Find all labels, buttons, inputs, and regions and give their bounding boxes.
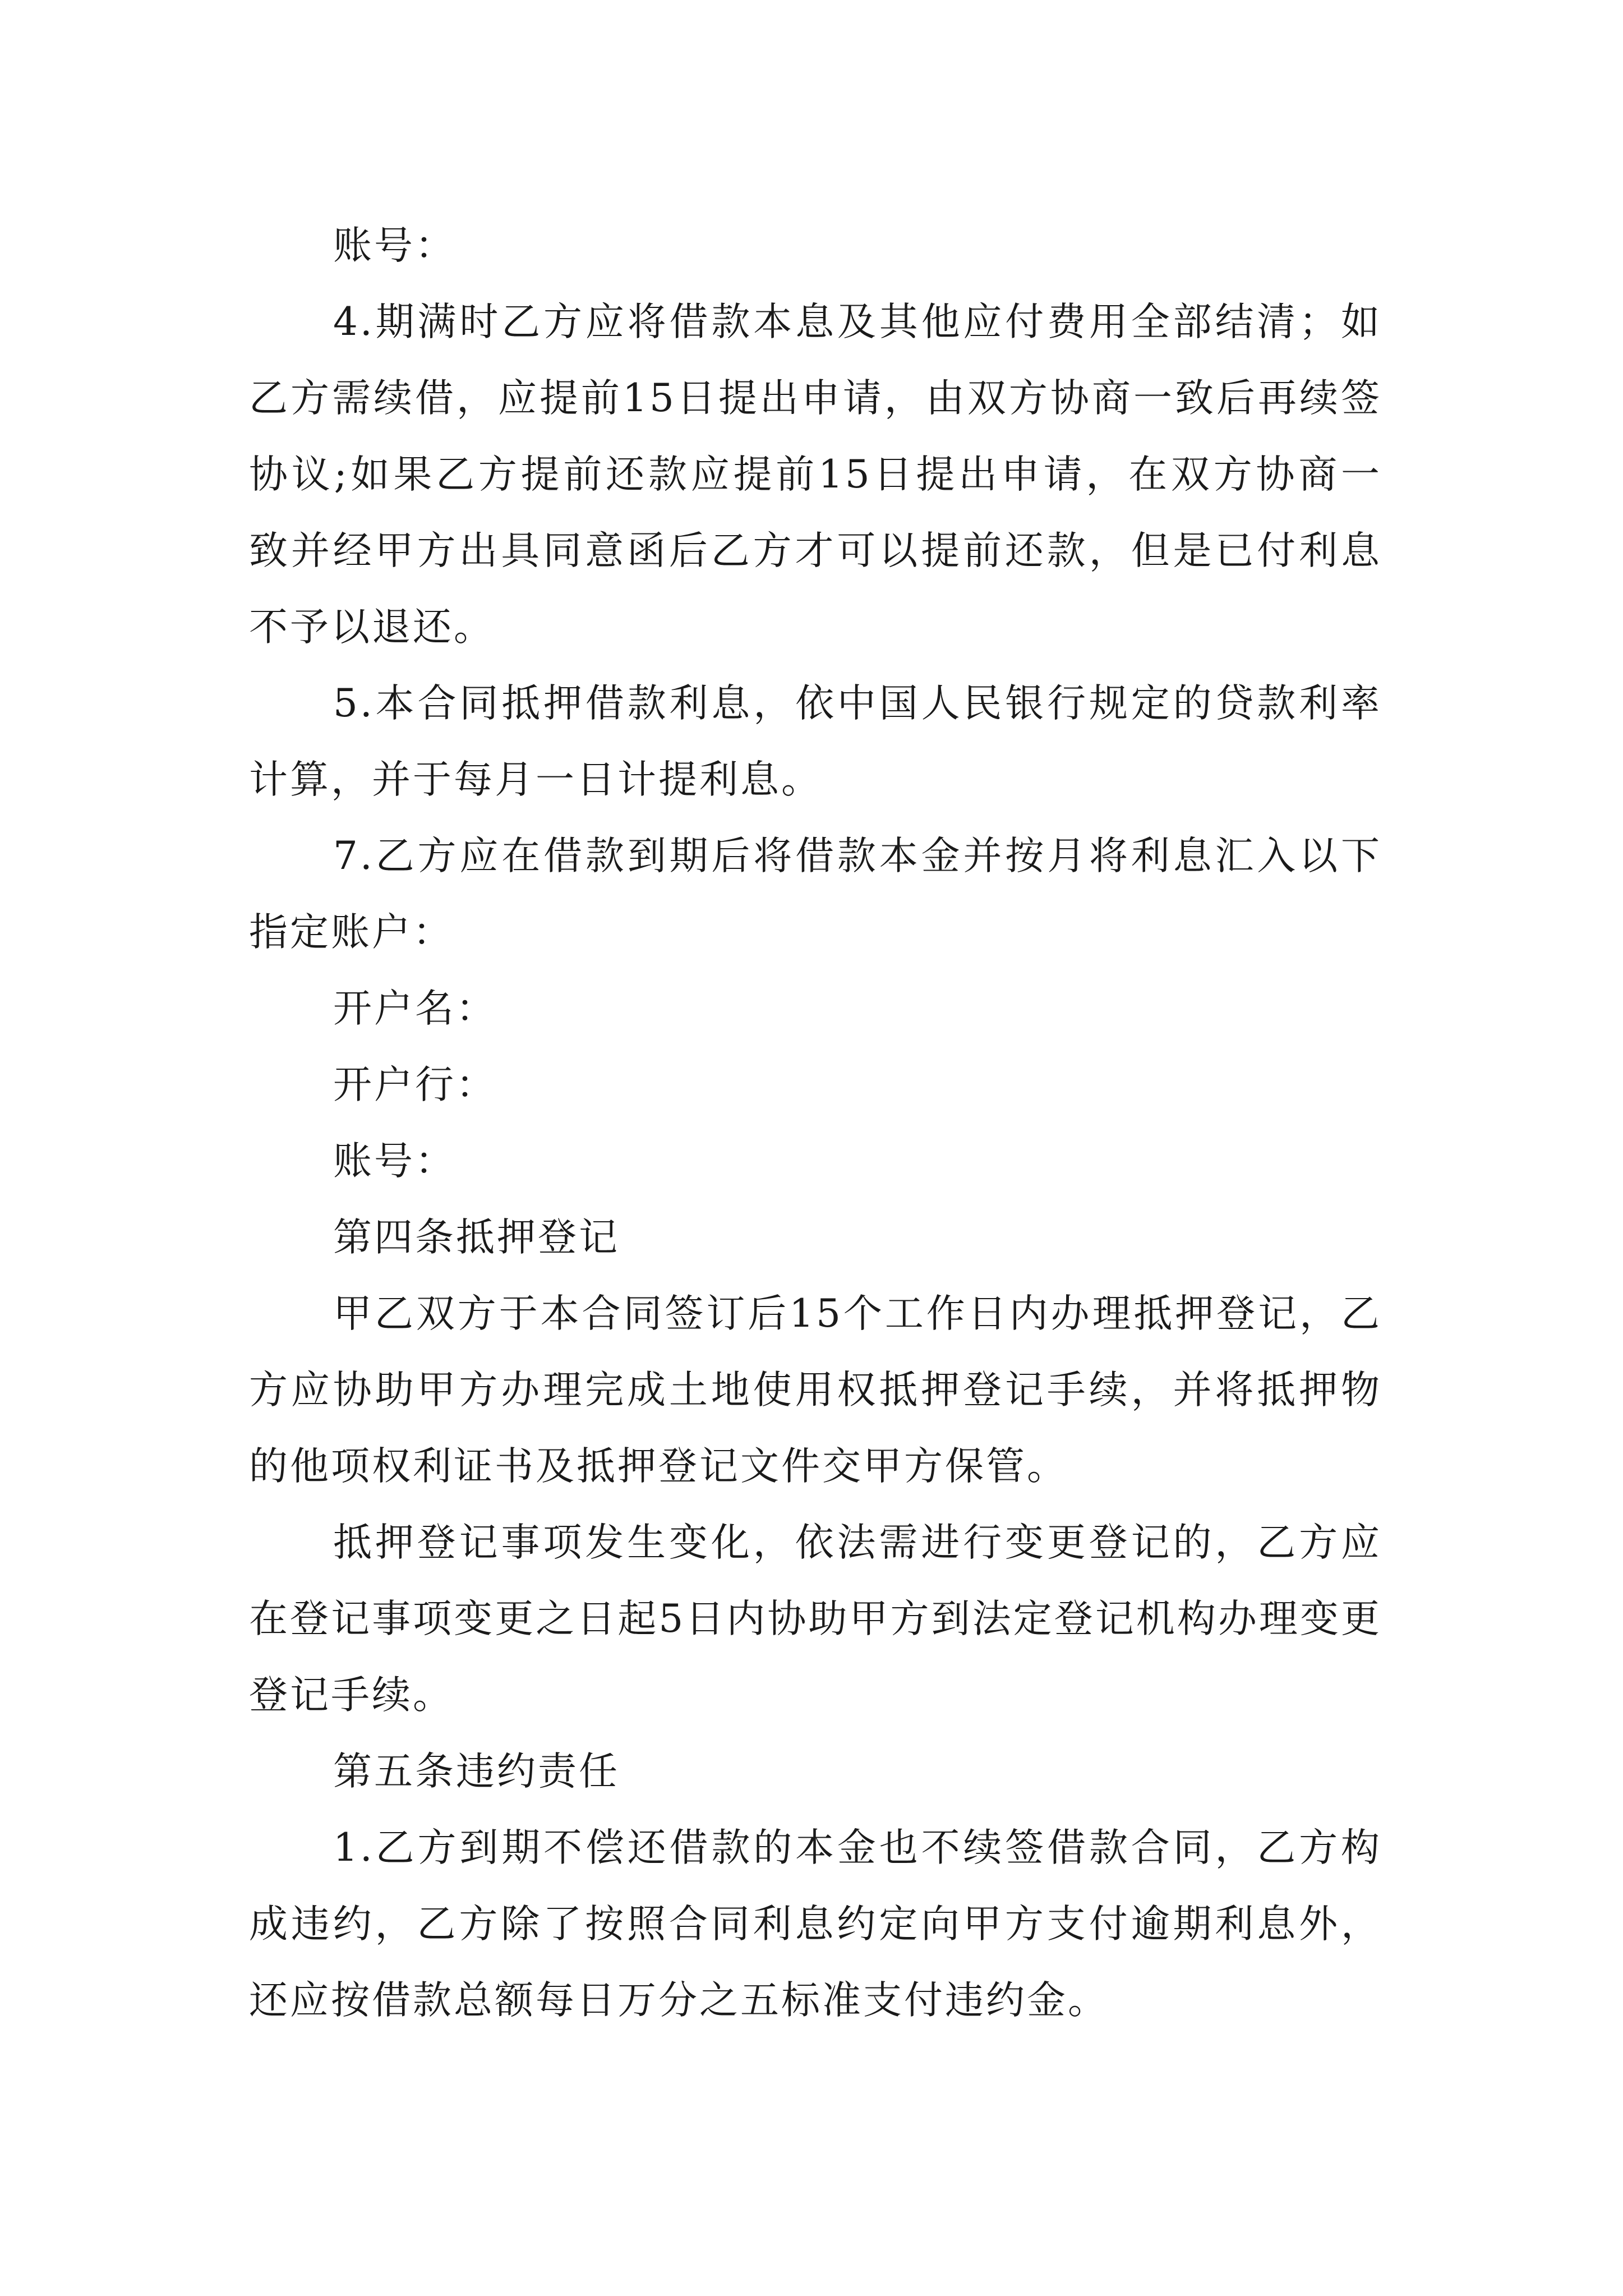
account-number-line: 账号： xyxy=(333,223,456,268)
clause-4-paragraph: 4.期满时乙方应将借款本息及其他应付费用全部结清；如乙方需续借，应提前15日提出申请，由双方协商一致后再续签协议;如果乙方提前还款应提前15日提出申请，在双方协商一致并经甲方出具同意函后乙方才可以提前还款，但是已付利息不予以退还。 xyxy=(249,300,1382,650)
bank-line: 开户行： xyxy=(333,1062,497,1107)
article-4-heading: 第四条抵押登记 xyxy=(333,1215,620,1260)
account-number-line-2: 账号： xyxy=(333,1139,456,1184)
clause-7-paragraph: 7.乙方应在借款到期后将借款本金并按月将利息汇入以下指定账户： xyxy=(249,834,1382,955)
article-5-paragraph-1: 1.乙方到期不偿还借款的本金也不续签借款合同，乙方构成违约，乙方除了按照合同利息约定向甲方支付逾期利息外，还应按借款总额每日万分之五标准支付违约金。 xyxy=(249,1825,1382,2023)
account-holder-line: 开户名： xyxy=(333,986,497,1031)
clause-5-paragraph: 5.本合同抵押借款利息，依中国人民银行规定的贷款利率计算，并于每月一日计提利息。 xyxy=(249,681,1382,802)
article-4-paragraph-2: 抵押登记事项发生变化，依法需进行变更登记的，乙方应在登记事项变更之日起5日内协助甲方到法定登记机构办理变更登记手续。 xyxy=(249,1520,1382,1718)
document-body xyxy=(249,208,1382,2039)
article-5-heading: 第五条违约责任 xyxy=(333,1749,620,1794)
article-4-paragraph-1: 甲乙双方于本合同签订后15个工作日内办理抵押登记，乙方应协助甲方办理完成土地使用权抵押登记手续，并将抵押物的他项权利证书及抵押登记文件交甲方保管。 xyxy=(249,1291,1382,1489)
